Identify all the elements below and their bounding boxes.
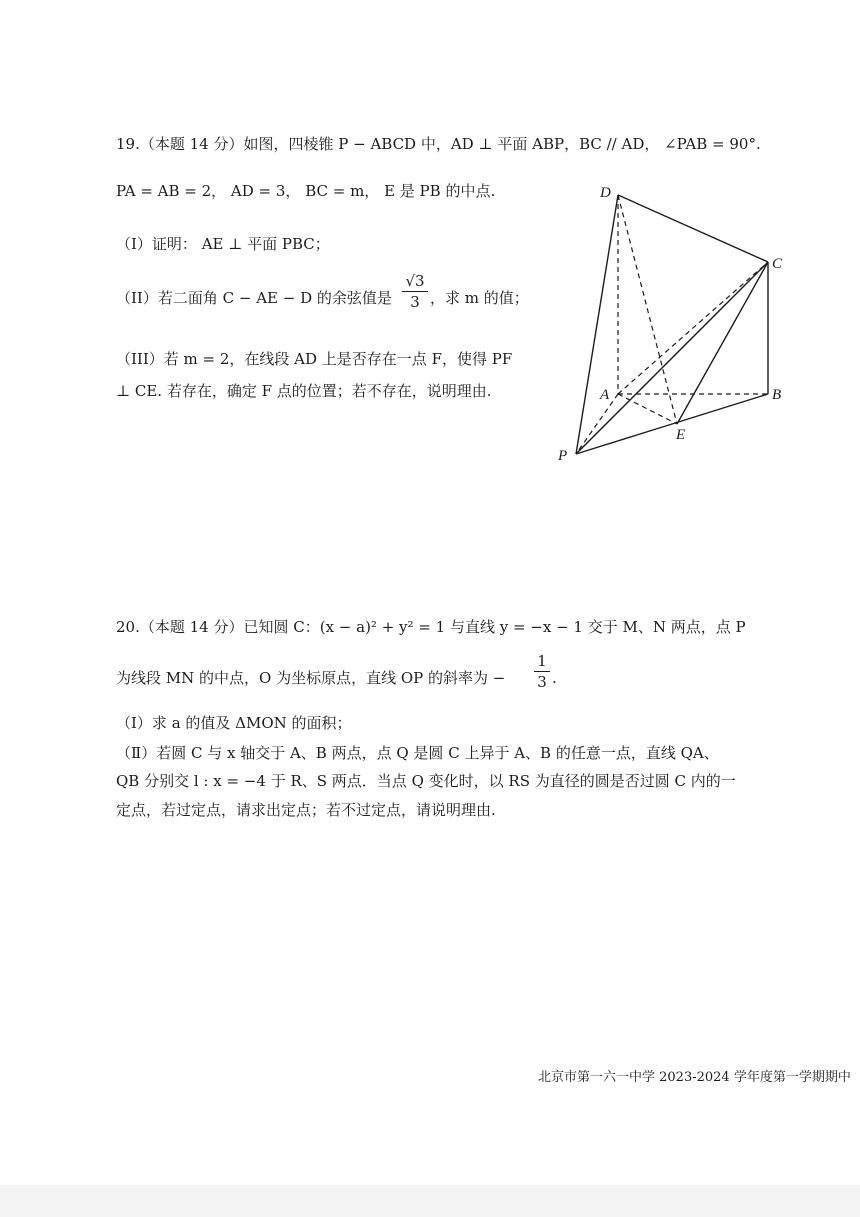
q20-part2-line2: QB 分别交 l : x = −4 于 R、S 两点．当点 Q 变化时，以 RS 为直径的圆是否过圆 C 内的一 bbox=[116, 772, 736, 790]
q19-fraction-denominator: 3 bbox=[410, 293, 420, 311]
label-C: C bbox=[772, 256, 783, 272]
label-E: E bbox=[676, 427, 686, 443]
q19-part2-post: ，求 m 的值； bbox=[430, 289, 529, 307]
q19-part2-fraction bbox=[402, 272, 428, 311]
pyramid-figure bbox=[550, 175, 800, 470]
q19-fraction-numerator: √3 bbox=[405, 272, 425, 290]
edge-DP bbox=[576, 195, 618, 454]
edge-PB bbox=[576, 394, 768, 454]
q19-part1: （I）证明： AE ⊥ 平面 PBC； bbox=[116, 235, 330, 253]
fraction-bar bbox=[402, 291, 428, 292]
q20-slope-fraction bbox=[534, 652, 550, 691]
q20-part2-line3: 定点，若过定点，请求出定点；若不过定点，请说明理由. bbox=[116, 801, 496, 819]
q20-part2-line1: （Ⅱ）若圆 C 与 x 轴交于 A、B 两点，点 Q 是圆 C 上异于 A、B 的任意一点，直线 QA、 bbox=[116, 744, 719, 762]
edge-AC bbox=[618, 262, 768, 394]
q20-part1: （Ⅰ）求 a 的值及 ΔMON 的面积； bbox=[116, 714, 352, 732]
fraction-bar bbox=[534, 671, 550, 672]
q19-part3-line1: （III）若 m = 2，在线段 AD 上是否存在一点 F，使得 PF bbox=[116, 350, 513, 368]
edge-AP bbox=[576, 394, 618, 454]
label-P: P bbox=[558, 448, 568, 464]
edge-PC bbox=[576, 262, 768, 454]
q20-fraction-numerator: 1 bbox=[537, 652, 547, 670]
page-footer: 北京市第一六一中学 2023-2024 学年度第一学期期中 bbox=[538, 1070, 851, 1085]
edge-DC bbox=[618, 195, 768, 262]
q20-stem-line1: 20.（本题 14 分）已知圆 C：(x − a)² + y² = 1 与直线 y = −x − 1 交于 M、N 两点，点 P bbox=[116, 618, 746, 636]
q19-stem-line1: 19.（本题 14 分）如图，四棱锥 P − ABCD 中，AD ⊥ 平面 ABP，BC // AD， ∠PAB = 90°. bbox=[116, 135, 761, 153]
label-D: D bbox=[600, 185, 611, 201]
q19-part2-pre: （II）若二面角 C − AE − D 的余弦值是 bbox=[116, 289, 392, 307]
label-B: B bbox=[772, 387, 782, 403]
q19-part3-line2: ⊥ CE. 若存在，确定 F 点的位置；若不存在，说明理由. bbox=[116, 382, 492, 400]
q20-fraction-denominator: 3 bbox=[537, 673, 547, 691]
q19-part2-text bbox=[116, 288, 392, 308]
edge-AE bbox=[618, 394, 677, 424]
edge-DE bbox=[618, 195, 677, 424]
label-A: A bbox=[600, 387, 610, 403]
edge-EC bbox=[677, 262, 768, 424]
q20-stem-line2-post: . bbox=[552, 669, 557, 687]
q19-stem-line2: PA = AB = 2， AD = 3， BC = m， E 是 PB 的中点. bbox=[116, 182, 496, 200]
q20-stem-line2-pre: 为线段 MN 的中点，O 为坐标原点，直线 OP 的斜率为 − bbox=[116, 669, 506, 687]
